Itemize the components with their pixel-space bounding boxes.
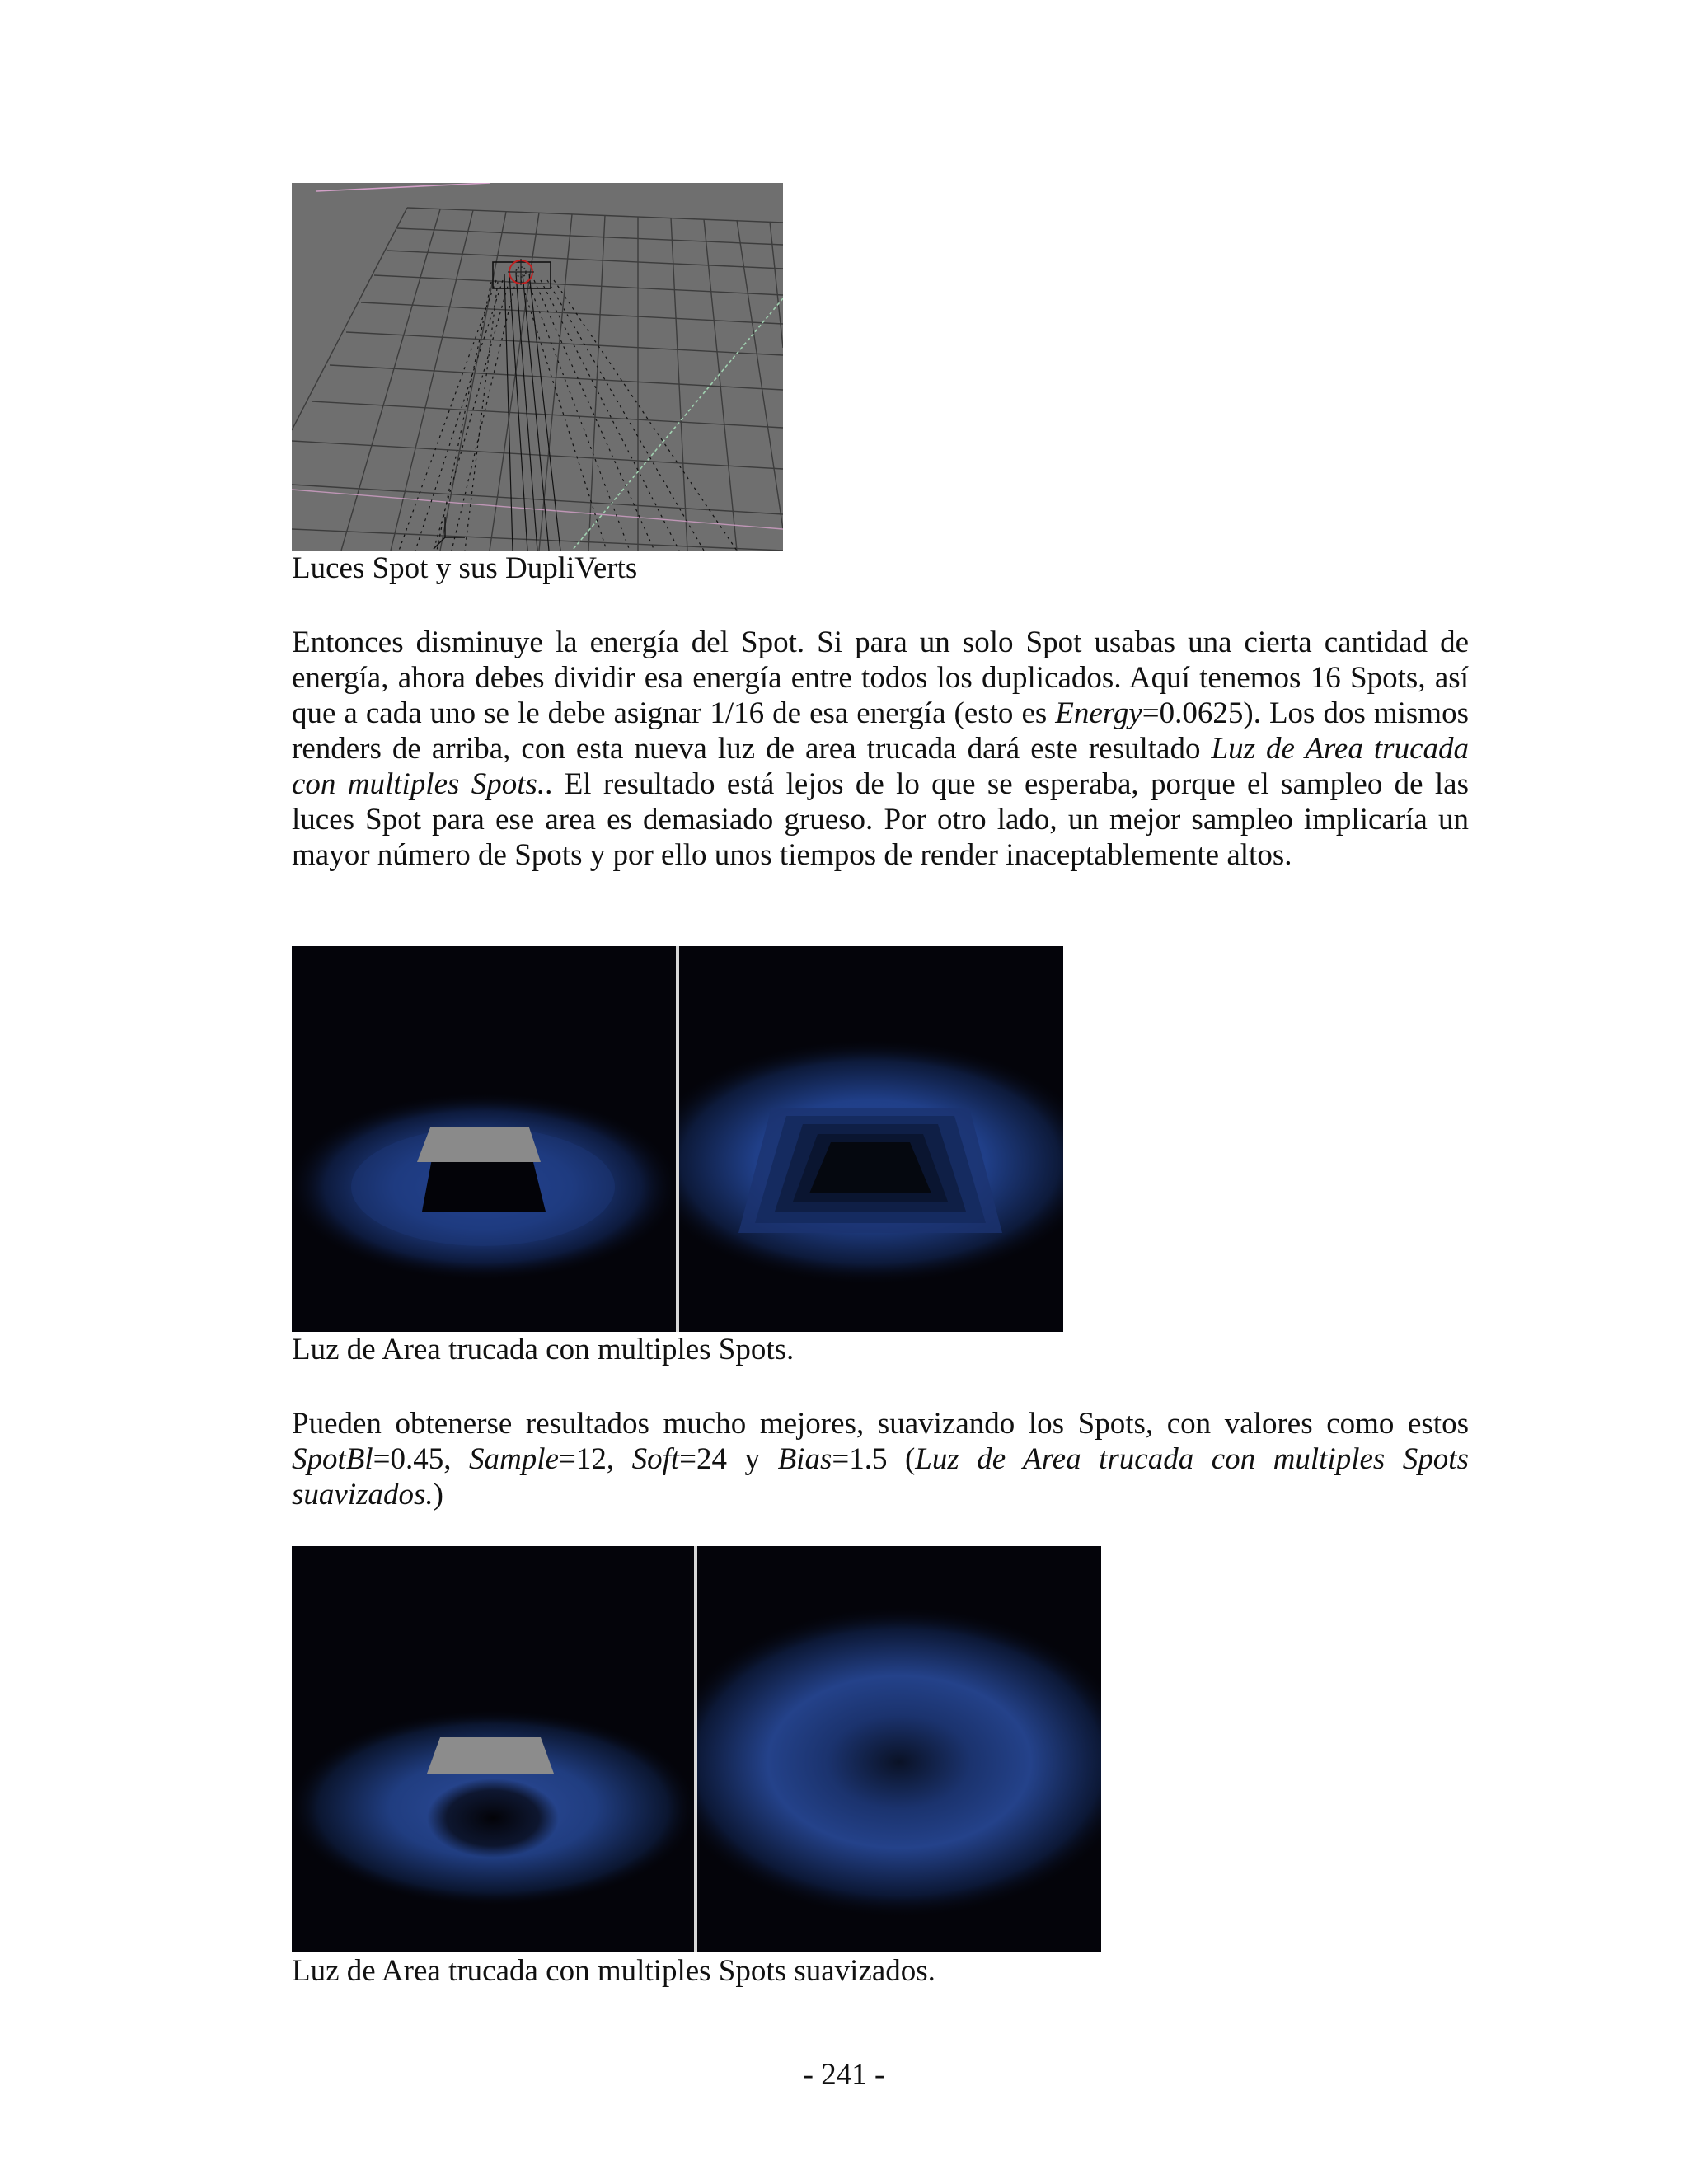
paragraph-energy-part1: Entonces disminuye la energía del Spot. Si para un solo Spot usabas una cierta cantidad de energía, ahora debes dividir esa energía entre todos los duplicados. Aquí tenemos 16 Spots, así que a cada uno se le debe asignar 1/16 de esa energía (esto es: [292, 626, 1469, 730]
term-soft: Soft: [631, 1442, 680, 1476]
term-spotbl: SpotBl: [292, 1442, 373, 1476]
render-left: [292, 946, 676, 1332]
render-right-illustration: [679, 946, 1063, 1332]
paragraph-energy: [292, 625, 1469, 873]
figure-smoothed-spots-renders: [292, 1546, 1101, 1952]
term-bias: Bias: [777, 1442, 832, 1476]
value-spotbl: =0.45,: [373, 1442, 470, 1476]
wireframe-scene-illustration: [292, 183, 783, 551]
figure-1-caption: Luces Spot y sus DupliVerts: [292, 551, 638, 585]
paragraph-soft-part1: Pueden obtenerse resultados mucho mejores, suavizando los Spots, con valores como estos: [292, 1407, 1469, 1441]
figure-reference: Luz de Area trucada con multiples Spots suavizados.: [292, 1442, 1469, 1511]
figure-3-caption: Luz de Area trucada con multiples Spots suavizados.: [292, 1954, 935, 1988]
figure-wireframe-viewport: [292, 183, 783, 551]
render-smoothed-right-illustration: [697, 1546, 1101, 1952]
term-energy: Energy: [1055, 696, 1142, 730]
page-number: - 241 -: [803, 2058, 885, 2092]
render-right: [679, 946, 1063, 1332]
paragraph-soft-close: ): [433, 1478, 443, 1511]
value-bias: =1.5 (: [832, 1442, 916, 1476]
figure-2-caption: Luz de Area trucada con multiples Spots.: [292, 1333, 795, 1366]
render-smoothed-left: [292, 1546, 694, 1952]
term-sample: Sample: [469, 1442, 559, 1476]
paragraph-soft-spots: [292, 1406, 1469, 1512]
paragraph-energy-part3: . El resultado está lejos de lo que se esperaba, porque el sampleo de las luces Spot para ese area es demasiado grueso. Por otro lado, un mejor sampleo implicaría un mayor número de Spots y por ello unos tiempos de render inaceptablemente altos.: [292, 767, 1469, 872]
value-soft: =24 y: [679, 1442, 778, 1476]
figure-multiple-spots-renders: [292, 946, 1063, 1332]
paragraph-energy-part2: =0.0625). Los dos mismos renders de arriba, con esta nueva luz de area trucada dará este resultado: [292, 696, 1469, 766]
figure-reference: Luz de Area trucada con multiples Spots.: [292, 732, 1469, 801]
value-sample: =12,: [558, 1442, 632, 1476]
render-smoothed-right: [697, 1546, 1101, 1952]
render-left-illustration: [292, 946, 676, 1332]
render-smoothed-left-illustration: [292, 1546, 694, 1952]
